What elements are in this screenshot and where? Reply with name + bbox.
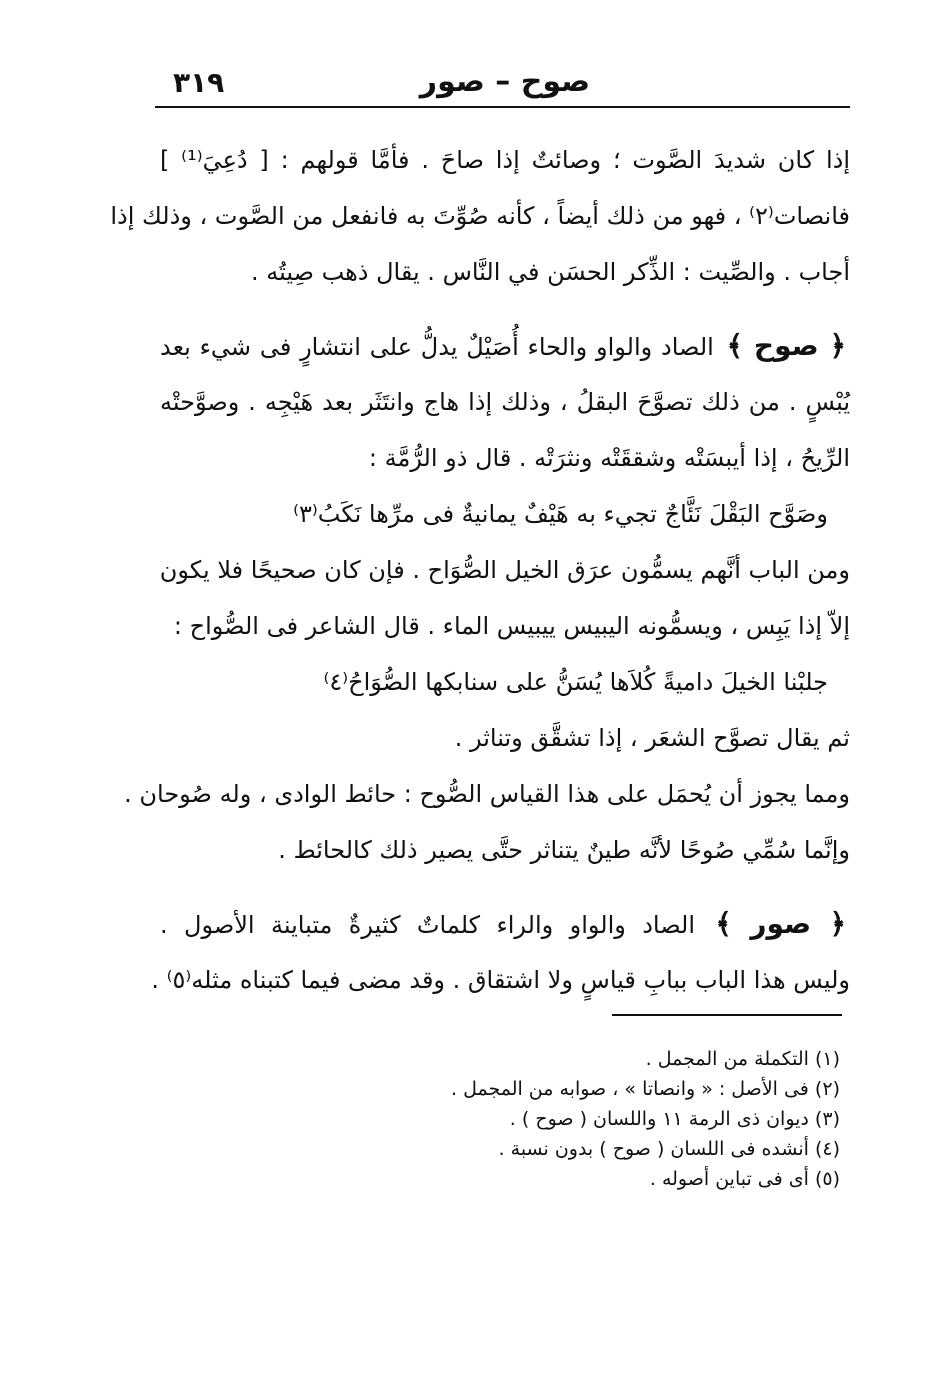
text-line: ثم يقال تصوَّح الشعَر ، إذا تشقَّق وتناثر .	[454, 724, 850, 752]
text-line: فانصات⁽٢⁾ ، فهو من ذلك أيضاً ، كأنه صُوِّتَ به فانفعل من الصَّوت ، وذلك إذا	[110, 202, 850, 230]
entry-sawh-first-line	[160, 318, 850, 374]
entry-sawr-first-line	[160, 896, 850, 952]
text-line: يُبْسٍ . من ذلك تصوَّحَ البقلُ ، وذلك إذا هاج وانتَثَر بعد هَيْجِه . وصوَّحتْه	[160, 388, 850, 416]
footnote: (٤) أنشده فى اللسان ( صوح ) بدون نسبة .	[498, 1138, 840, 1160]
footnote: (١) التكملة من المجمل .	[645, 1048, 840, 1070]
page-header	[155, 62, 850, 108]
verse-line: جلبْنا الخيلَ داميةً كُلاَها يُسَنُّ على سنابكها الصُّوَاحُ⁽٤⁾	[323, 668, 828, 696]
page-number: ٣١٩	[173, 66, 225, 99]
headword-sawr: ﴿ صور ﴾	[715, 907, 846, 940]
verse-line: وصَوَّح البَقْلَ نَئَّاجٌ تجيء به هَيْفٌ يمانيةٌ فى مرِّها نَكَبُ⁽٣⁾	[293, 500, 828, 528]
footnote: (٥) أى فى تباين أصوله .	[649, 1168, 840, 1190]
entry-sawh-definition: الصاد والواو والحاء أُصَيْلٌ يدلُّ على انتشارٍ فى شيء بعد	[160, 333, 714, 361]
running-title: صوح – صور	[419, 64, 591, 99]
text-line: الرِّيحُ ، إذا أيبسَتْه وشققَتْه ونثرَتْه . قال ذو الرُّمَّة :	[368, 444, 850, 472]
footnotes	[380, 1044, 840, 1194]
footnote: (٣) ديوان ذى الرمة ١١ واللسان ( صوح ) .	[509, 1108, 840, 1130]
text-line: إلاّ إذا يَبِس ، ويسمُّونه اليبيس ييبيس الماء . قال الشاعر فى الصُّواح :	[173, 612, 850, 640]
footnote-divider	[612, 1014, 842, 1016]
text-line: وإنَّما سُمِّي صُوحًا لأنَّه طينٌ يتناثر حتَّى يصير ذلك كالحائط .	[278, 836, 850, 864]
text-line: ومما يجوز أن يُحمَل على هذا القياس الصُّوح : حائط الوادى ، وله صُوحان .	[124, 780, 850, 808]
headword-sawh: ﴿ صوح ﴾	[726, 329, 846, 362]
text-line: أجاب . والصِّيت : الذِّكر الحسَن في النَّاس . يقال ذهب صِيتُه .	[250, 258, 850, 286]
text-line: إذا كان شديدَ الصَّوت ؛ وصائتٌ إذا صاحَ . فأمَّا قولهم : [ دُعِيَ⁽¹⁾ ]	[160, 146, 850, 174]
main-text	[110, 132, 850, 1008]
footnote: (٢) فى الأصل : « وانصاتا » ، صوابه من المجمل .	[451, 1078, 840, 1100]
text-line: وليس هذا الباب ببابِ قياسٍ ولا اشتقاق . وقد مضى فيما كتبناه مثله⁽٥⁾ .	[151, 966, 850, 994]
entry-sawr-definition: الصاد والواو والراء كلماتٌ كثيرةٌ متباينة الأصول .	[160, 911, 696, 939]
text-line: ومن الباب أنَّهم يسمُّون عرَق الخيل الصُّوَاح . فإن كان صحيحًا فلا يكون	[159, 556, 850, 584]
